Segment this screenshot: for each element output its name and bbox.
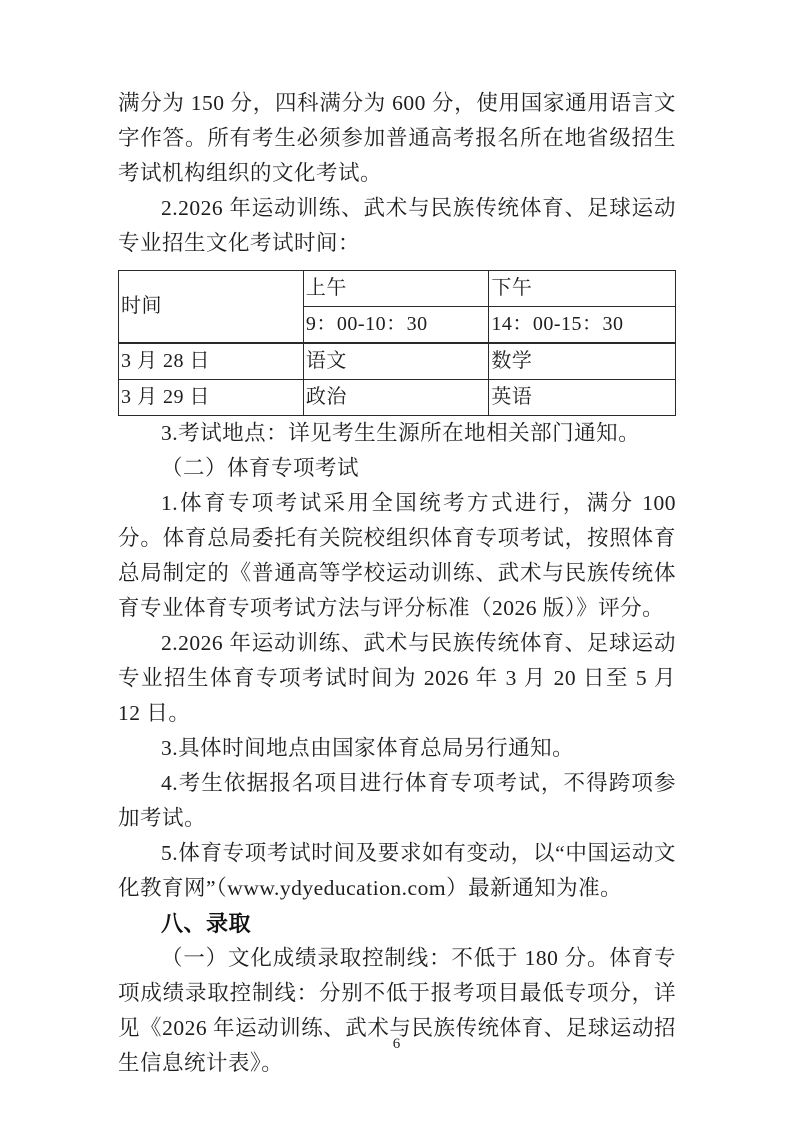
table-cell-mar28-morning-subject: 语文 — [303, 343, 488, 380]
paragraph-admission-control-lines: （一）文化成绩录取控制线：不低于 180 分。体育专项成绩录取控制线：分别不低于报考项目最低专项分，详见《2026 年运动训练、武术与民族传统体育、足球运动招生信息统计表》。 — [118, 946, 676, 1075]
paragraph-sport-exam-3: 3.具体时间地点由国家体育总局另行通知。 — [161, 736, 575, 760]
subsection-heading-sport-exam: （二）体育专项考试 — [161, 456, 360, 480]
paragraph-exam-location: 3.考试地点：详见考生生源所在地相关部门通知。 — [161, 421, 641, 445]
table-cell-mar28-afternoon-subject: 数学 — [489, 343, 676, 380]
table-cell-morning-time: 9：00-10：30 — [303, 307, 488, 344]
table-row-mar-28 — [119, 343, 676, 380]
table-cell-afternoon-time: 14：00-15：30 — [489, 307, 676, 344]
table-cell-morning-label: 上午 — [303, 271, 488, 307]
paragraph-culture-exam-time-intro: 2.2026 年运动训练、武术与民族传统体育、足球运动专业招生文化考试时间： — [118, 196, 676, 255]
page-content — [118, 86, 676, 1081]
table-row-mar-29 — [119, 380, 676, 416]
table-cell-time-label: 时间 — [119, 271, 304, 344]
table-cell-afternoon-label: 下午 — [489, 271, 676, 307]
paragraph-sport-exam-1: 1.体育专项考试采用全国统考方式进行，满分 100 分。体育总局委托有关院校组织体育专项考试，按照体育总局制定的《普通高等学校运动训练、武术与民族传统体育专业体育专项考试方法与评分标准（2026 版）》评分。 — [118, 491, 676, 620]
table-header-row-sessions — [119, 271, 676, 307]
paragraph-sport-exam-4: 4.考生依据报名项目进行体育专项考试，不得跨项参加考试。 — [118, 771, 676, 830]
table-cell-mar29-afternoon-subject: 英语 — [489, 380, 676, 416]
section-heading-admission: 八、录取 — [161, 911, 252, 936]
paragraph-sport-exam-5: 5.体育专项考试时间及要求如有变动，以“中国运动文化教育网”（www.ydyeducation.com）最新通知为准。 — [118, 841, 676, 900]
table-cell-date-mar28: 3 月 28 日 — [119, 343, 304, 380]
table-cell-date-mar29: 3 月 29 日 — [119, 380, 304, 416]
paragraph-culture-exam-continued: 满分为 150 分，四科满分为 600 分，使用国家通用语言文字作答。所有考生必须参加普通高考报名所在地省级招生考试机构组织的文化考试。 — [118, 91, 676, 185]
page-number: 6 — [392, 1036, 401, 1052]
culture-exam-schedule-table — [118, 270, 676, 416]
table-cell-mar29-morning-subject: 政治 — [303, 380, 488, 416]
paragraph-sport-exam-2: 2.2026 年运动训练、武术与民族传统体育、足球运动专业招生体育专项考试时间为 2026 年 3 月 20 日至 5 月 12 日。 — [118, 631, 676, 725]
